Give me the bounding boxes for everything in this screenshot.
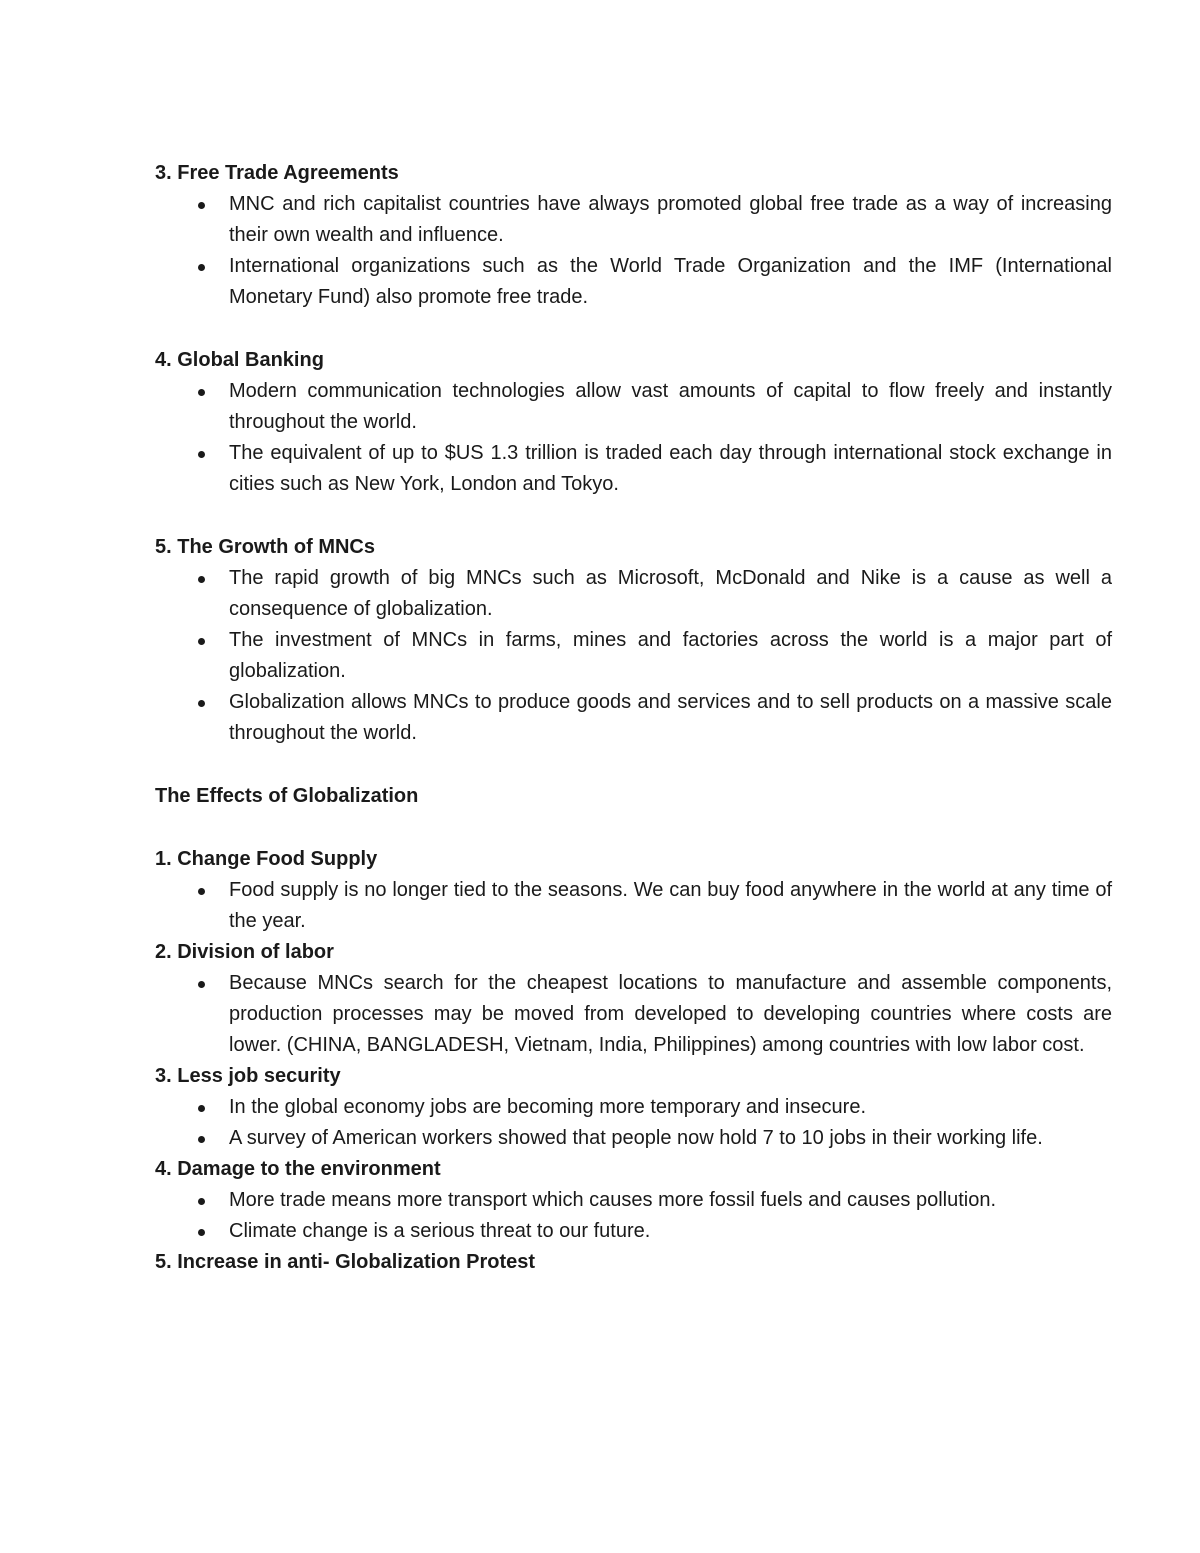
effect-heading: 2. Division of labor (155, 941, 334, 963)
section-heading: 5. The Growth of MNCs (155, 536, 375, 558)
bullet-text: International organizations such as the World Trade Organization and the IMF (International Monetary Fund) also promote free trade. (229, 255, 1112, 308)
bullet-text: Because MNCs search for the cheapest locations to manufacture and assemble components, production processes may be moved from developed to developing countries where costs are lower. (CHINA, BANGLADESH, Vietnam, India, Philippines) among countries with low labor cost. (229, 972, 1112, 1056)
bullet-text: The equivalent of up to $US 1.3 trillion is traded each day through international stock exchange in cities such as New York, London and Tokyo. (229, 442, 1112, 495)
bullet-icon (198, 202, 205, 209)
effect-heading: 1. Change Food Supply (155, 848, 378, 870)
bullet-text: Food supply is no longer tied to the seasons. We can buy food anywhere in the world at any time of the year. (229, 879, 1112, 932)
bullet-icon (198, 1229, 205, 1236)
bullet-text: In the global economy jobs are becoming more temporary and insecure. (229, 1096, 867, 1118)
section-heading: 4. Global Banking (155, 349, 324, 371)
effect-heading: 4. Damage to the environment (155, 1158, 441, 1180)
bullet-list (155, 563, 1112, 749)
bullet-icon (198, 1105, 205, 1112)
bullet-text: Globalization allows MNCs to produce goods and services and to sell products on a massive scale throughout the world. (229, 691, 1112, 744)
bullet-text: MNC and rich capitalist countries have always promoted global free trade as a way of increasing their own wealth and influence. (229, 193, 1112, 246)
section-free-trade (155, 158, 1112, 313)
bullet-icon (198, 1136, 205, 1143)
bullet-item (155, 1216, 1112, 1247)
bullet-text: Climate change is a serious threat to our future. (229, 1220, 651, 1242)
section-heading: 3. Free Trade Agreements (155, 162, 399, 184)
bullet-item (155, 1092, 1112, 1123)
bullet-list (155, 189, 1112, 313)
bullet-icon (198, 981, 205, 988)
bullet-item (155, 625, 1112, 687)
bullet-icon (198, 888, 205, 895)
bullet-item (155, 189, 1112, 251)
bullet-text: The investment of MNCs in farms, mines and factories across the world is a major part of globalization. (229, 629, 1112, 682)
effect-heading: 5. Increase in anti- Globalization Protest (155, 1251, 536, 1273)
document-page (155, 158, 1112, 1278)
bullet-text: The rapid growth of big MNCs such as Microsoft, McDonald and Nike is a cause as well a consequence of globalization. (229, 567, 1112, 620)
effects-list (155, 844, 1112, 1278)
section-global-banking (155, 345, 1112, 500)
section-growth-of-mncs (155, 532, 1112, 749)
bullet-list (155, 376, 1112, 500)
bullet-icon (198, 576, 205, 583)
bullet-icon (198, 264, 205, 271)
effect-anti-globalization (155, 1247, 1112, 1278)
effect-heading: 3. Less job security (155, 1065, 341, 1087)
bullet-text: Modern communication technologies allow vast amounts of capital to flow freely and instantly throughout the world. (229, 380, 1112, 433)
bullet-item (155, 563, 1112, 625)
effect-food-supply (155, 844, 1112, 937)
bullet-item (155, 1185, 1112, 1216)
bullet-item (155, 968, 1112, 1061)
effect-job-security (155, 1061, 1112, 1154)
bullet-list (155, 875, 1112, 937)
bullet-list (155, 1185, 1112, 1247)
bullet-item (155, 687, 1112, 749)
bullet-icon (198, 389, 205, 396)
bullet-icon (198, 700, 205, 707)
effect-division-of-labor (155, 937, 1112, 1061)
bullet-text: More trade means more transport which causes more fossil fuels and causes pollution. (229, 1189, 997, 1211)
bullet-text: A survey of American workers showed that people now hold 7 to 10 jobs in their working life. (229, 1127, 1043, 1149)
bullet-icon (198, 1198, 205, 1205)
effect-environment (155, 1154, 1112, 1247)
bullet-item (155, 251, 1112, 313)
bullet-list (155, 968, 1112, 1061)
bullet-list (155, 1092, 1112, 1154)
bullet-item (155, 875, 1112, 937)
bullet-icon (198, 638, 205, 645)
bullet-item (155, 438, 1112, 500)
effects-title: The Effects of Globalization (155, 785, 419, 807)
bullet-item (155, 1123, 1112, 1154)
bullet-item (155, 376, 1112, 438)
bullet-icon (198, 451, 205, 458)
